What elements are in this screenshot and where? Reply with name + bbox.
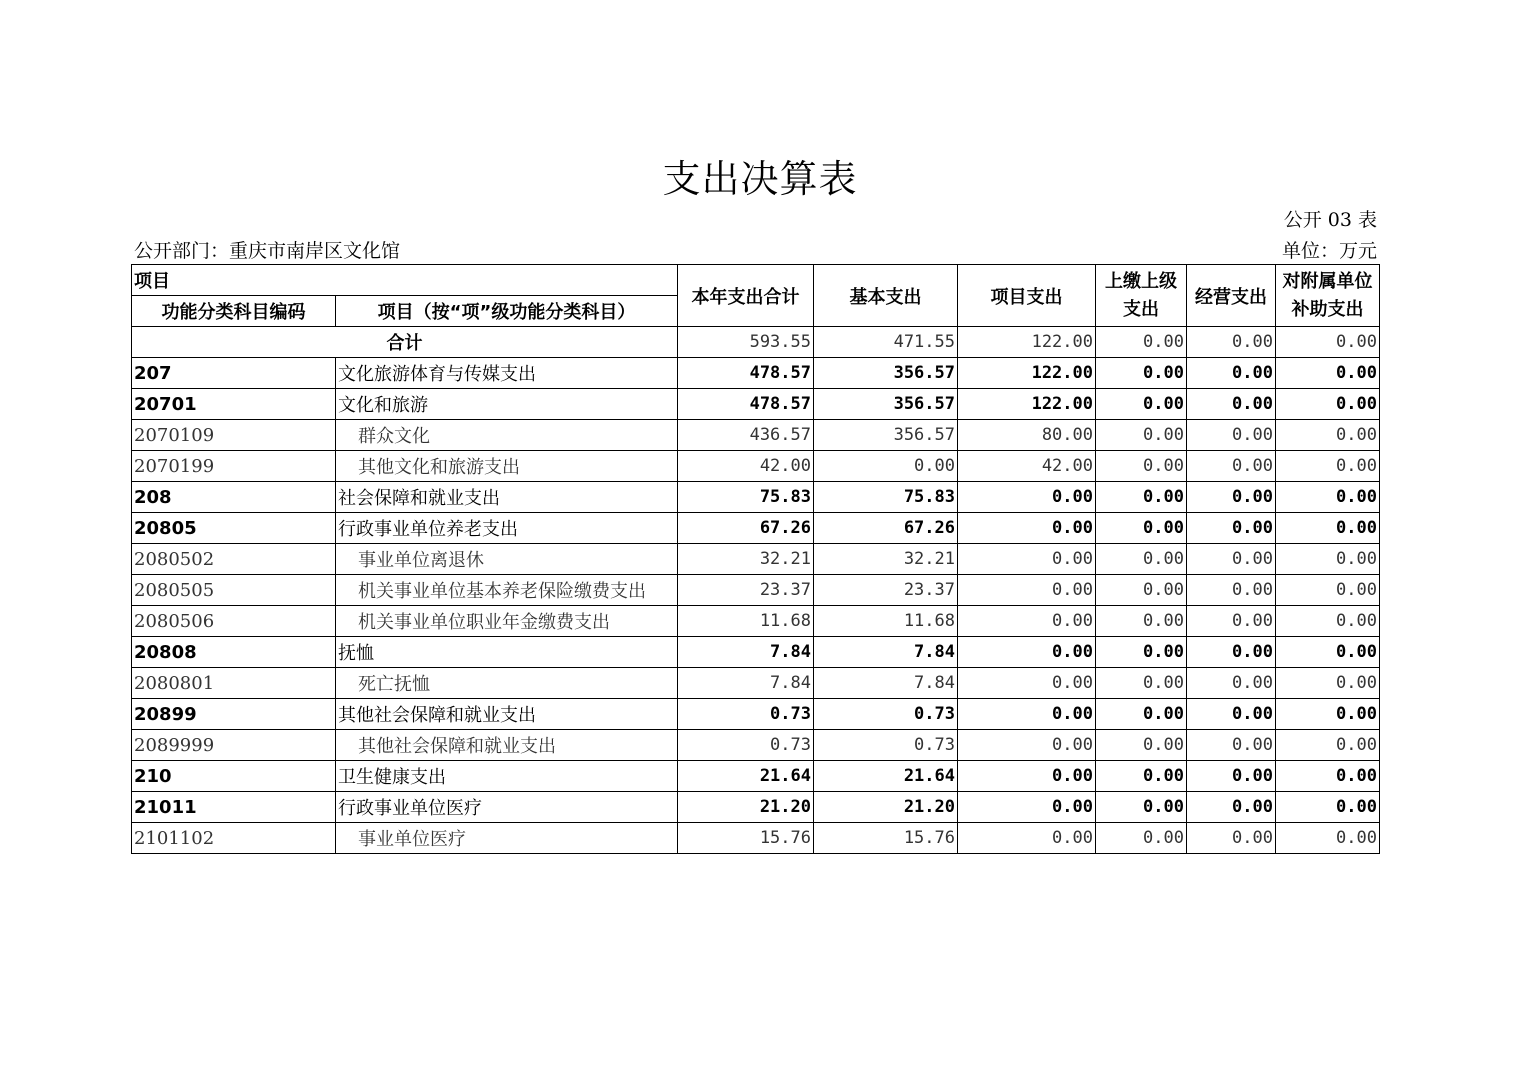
table-row xyxy=(132,513,1380,544)
row-value: 0.73 xyxy=(678,730,814,761)
row-name: 卫生健康支出 xyxy=(336,761,678,792)
row-value: 0.00 xyxy=(1096,730,1187,761)
row-value: 0.00 xyxy=(1187,699,1276,730)
row-value: 122.00 xyxy=(958,358,1096,389)
row-value: 0.73 xyxy=(814,730,958,761)
table-row xyxy=(132,389,1380,420)
row-value: 15.76 xyxy=(678,823,814,854)
row-value: 11.68 xyxy=(678,606,814,637)
row-code: 20701 xyxy=(132,389,336,420)
row-value: 0.00 xyxy=(958,513,1096,544)
header-name: 项目（按“项”级功能分类科目） xyxy=(336,296,678,327)
row-value: 67.26 xyxy=(678,513,814,544)
row-name: 抚恤 xyxy=(336,637,678,668)
row-value: 0.00 xyxy=(1187,606,1276,637)
row-code: 2070109 xyxy=(132,420,336,451)
table-row xyxy=(132,730,1380,761)
header-code: 功能分类科目编码 xyxy=(132,296,336,327)
row-value: 0.00 xyxy=(814,451,958,482)
row-value: 0.00 xyxy=(1187,823,1276,854)
row-value: 0.00 xyxy=(1187,451,1276,482)
row-value: 478.57 xyxy=(678,389,814,420)
table-row xyxy=(132,637,1380,668)
total-value: 122.00 xyxy=(958,327,1096,358)
row-value: 0.00 xyxy=(1187,544,1276,575)
page-title: 支出决算表 xyxy=(662,157,858,201)
row-code: 2101102 xyxy=(132,823,336,854)
row-code: 208 xyxy=(132,482,336,513)
table-row xyxy=(132,482,1380,513)
row-value: 0.00 xyxy=(958,823,1096,854)
row-value: 0.00 xyxy=(958,699,1096,730)
table-row xyxy=(132,575,1380,606)
row-value: 0.00 xyxy=(1276,513,1380,544)
row-value: 0.00 xyxy=(958,575,1096,606)
row-value: 0.00 xyxy=(1276,792,1380,823)
row-value: 0.00 xyxy=(1187,389,1276,420)
row-name: 死亡抚恤 xyxy=(336,668,678,699)
total-value: 593.55 xyxy=(678,327,814,358)
row-value: 0.00 xyxy=(1096,606,1187,637)
row-value: 42.00 xyxy=(958,451,1096,482)
row-code: 20805 xyxy=(132,513,336,544)
row-value: 21.20 xyxy=(814,792,958,823)
row-value: 356.57 xyxy=(814,358,958,389)
row-value: 32.21 xyxy=(814,544,958,575)
row-value: 0.00 xyxy=(1096,513,1187,544)
row-value: 23.37 xyxy=(678,575,814,606)
header-project: 项目支出 xyxy=(958,265,1096,327)
expenditure-table xyxy=(131,264,1380,854)
total-label: 合计 xyxy=(132,327,678,358)
table-row xyxy=(132,606,1380,637)
row-value: 75.83 xyxy=(678,482,814,513)
row-value: 67.26 xyxy=(814,513,958,544)
row-value: 122.00 xyxy=(958,389,1096,420)
row-value: 0.00 xyxy=(958,730,1096,761)
total-value: 471.55 xyxy=(814,327,958,358)
table-row xyxy=(132,544,1380,575)
table-number: 公开 03 表 xyxy=(1283,209,1377,231)
row-value: 0.00 xyxy=(958,668,1096,699)
row-name: 行政事业单位养老支出 xyxy=(336,513,678,544)
header-business: 经营支出 xyxy=(1187,265,1276,327)
header-subsidy-line1: 对附属单位 xyxy=(1282,270,1373,292)
header-subsidy-line2: 补助支出 xyxy=(1291,298,1364,320)
row-name: 其他社会保障和就业支出 xyxy=(336,699,678,730)
row-code: 20808 xyxy=(132,637,336,668)
row-value: 0.00 xyxy=(1276,637,1380,668)
row-code: 210 xyxy=(132,761,336,792)
row-value: 0.00 xyxy=(958,761,1096,792)
row-value: 0.00 xyxy=(1276,761,1380,792)
header-upper xyxy=(1096,265,1187,327)
row-code: 2080506 xyxy=(132,606,336,637)
row-value: 0.00 xyxy=(1096,637,1187,668)
row-value: 21.20 xyxy=(678,792,814,823)
row-value: 0.00 xyxy=(1096,575,1187,606)
row-name: 其他文化和旅游支出 xyxy=(336,451,678,482)
total-row xyxy=(132,327,1380,358)
row-name: 行政事业单位医疗 xyxy=(336,792,678,823)
table-row xyxy=(132,668,1380,699)
row-value: 0.00 xyxy=(958,606,1096,637)
row-name: 机关事业单位基本养老保险缴费支出 xyxy=(336,575,678,606)
row-value: 15.76 xyxy=(814,823,958,854)
row-value: 7.84 xyxy=(814,668,958,699)
table-row xyxy=(132,823,1380,854)
row-name: 事业单位离退休 xyxy=(336,544,678,575)
row-value: 0.00 xyxy=(958,637,1096,668)
row-value: 0.00 xyxy=(1276,699,1380,730)
row-value: 0.00 xyxy=(1096,668,1187,699)
row-value: 478.57 xyxy=(678,358,814,389)
row-value: 0.00 xyxy=(1276,389,1380,420)
header-basic: 基本支出 xyxy=(814,265,958,327)
row-code: 2080502 xyxy=(132,544,336,575)
header-upper-line1: 上缴上级 xyxy=(1105,270,1177,292)
row-value: 0.00 xyxy=(1276,730,1380,761)
row-value: 0.00 xyxy=(1096,544,1187,575)
row-value: 0.00 xyxy=(1276,575,1380,606)
row-code: 20899 xyxy=(132,699,336,730)
row-value: 0.00 xyxy=(1096,699,1187,730)
header-subsidy xyxy=(1276,265,1380,327)
row-value: 0.00 xyxy=(1096,420,1187,451)
row-value: 21.64 xyxy=(814,761,958,792)
row-value: 436.57 xyxy=(678,420,814,451)
row-value: 0.00 xyxy=(1276,668,1380,699)
row-value: 0.00 xyxy=(1096,482,1187,513)
header-item: 项目 xyxy=(132,265,678,296)
row-value: 0.00 xyxy=(1276,544,1380,575)
row-value: 0.00 xyxy=(1096,792,1187,823)
row-code: 21011 xyxy=(132,792,336,823)
row-value: 0.00 xyxy=(1096,823,1187,854)
row-value: 0.00 xyxy=(1276,482,1380,513)
row-code: 2080801 xyxy=(132,668,336,699)
row-value: 0.00 xyxy=(1276,451,1380,482)
row-value: 0.00 xyxy=(1187,420,1276,451)
row-value: 23.37 xyxy=(814,575,958,606)
row-value: 0.00 xyxy=(1276,606,1380,637)
total-value: 0.00 xyxy=(1187,327,1276,358)
row-value: 0.00 xyxy=(1276,358,1380,389)
row-value: 42.00 xyxy=(678,451,814,482)
table-row xyxy=(132,358,1380,389)
unit-label: 单位：万元 xyxy=(1281,240,1377,262)
row-value: 0.00 xyxy=(1096,389,1187,420)
row-value: 21.64 xyxy=(678,761,814,792)
row-value: 0.73 xyxy=(814,699,958,730)
row-name: 群众文化 xyxy=(336,420,678,451)
row-name: 其他社会保障和就业支出 xyxy=(336,730,678,761)
row-value: 0.00 xyxy=(1187,637,1276,668)
row-value: 0.00 xyxy=(1187,668,1276,699)
row-code: 2070199 xyxy=(132,451,336,482)
row-name: 社会保障和就业支出 xyxy=(336,482,678,513)
total-value: 0.00 xyxy=(1276,327,1380,358)
row-value: 0.00 xyxy=(958,792,1096,823)
row-value: 0.00 xyxy=(1187,761,1276,792)
row-name: 文化和旅游 xyxy=(336,389,678,420)
row-value: 0.00 xyxy=(1187,792,1276,823)
row-value: 0.00 xyxy=(1187,482,1276,513)
row-value: 7.84 xyxy=(678,668,814,699)
row-value: 7.84 xyxy=(814,637,958,668)
table-row xyxy=(132,451,1380,482)
total-value: 0.00 xyxy=(1096,327,1187,358)
row-value: 0.00 xyxy=(1187,730,1276,761)
row-code: 2080505 xyxy=(132,575,336,606)
row-value: 0.00 xyxy=(1096,451,1187,482)
row-value: 0.00 xyxy=(1096,761,1187,792)
row-name: 机关事业单位职业年金缴费支出 xyxy=(336,606,678,637)
row-value: 0.00 xyxy=(1187,575,1276,606)
row-value: 0.00 xyxy=(1276,823,1380,854)
row-code: 2089999 xyxy=(132,730,336,761)
row-value: 356.57 xyxy=(814,420,958,451)
row-code: 207 xyxy=(132,358,336,389)
department-label: 公开部门：重庆市南岸区文化馆 xyxy=(134,240,401,262)
table-row xyxy=(132,699,1380,730)
table-row xyxy=(132,420,1380,451)
row-value: 0.00 xyxy=(958,482,1096,513)
header-total: 本年支出合计 xyxy=(678,265,814,327)
row-value: 80.00 xyxy=(958,420,1096,451)
row-value: 0.00 xyxy=(1276,420,1380,451)
row-name: 事业单位医疗 xyxy=(336,823,678,854)
row-value: 11.68 xyxy=(814,606,958,637)
row-value: 75.83 xyxy=(814,482,958,513)
row-value: 356.57 xyxy=(814,389,958,420)
row-value: 32.21 xyxy=(678,544,814,575)
row-value: 0.00 xyxy=(1187,513,1276,544)
row-value: 0.00 xyxy=(1096,358,1187,389)
table-row xyxy=(132,761,1380,792)
header-upper-line2: 支出 xyxy=(1123,298,1159,320)
row-value: 0.00 xyxy=(958,544,1096,575)
row-name: 文化旅游体育与传媒支出 xyxy=(336,358,678,389)
row-value: 0.00 xyxy=(1187,358,1276,389)
row-value: 7.84 xyxy=(678,637,814,668)
table-row xyxy=(132,792,1380,823)
row-value: 0.73 xyxy=(678,699,814,730)
